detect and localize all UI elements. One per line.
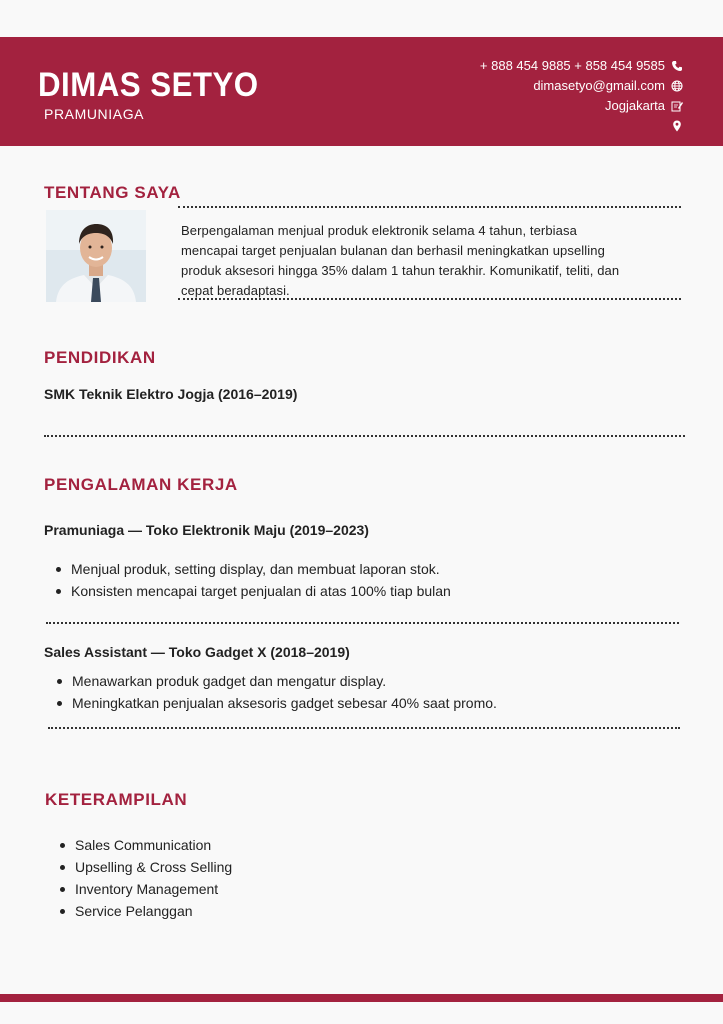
contact-phone-row [480, 56, 683, 76]
divider [178, 298, 681, 300]
education-section-title: PENDIDIKAN [44, 348, 156, 367]
job-title: PRAMUNIAGA [44, 106, 145, 122]
footer-bar [0, 994, 723, 1002]
contact-city-row [480, 96, 683, 116]
list-item: Sales Communication [50, 834, 232, 856]
job-heading: Sales Assistant — Toko Gadget X (2018–2019) [44, 644, 350, 660]
education-entry: SMK Teknik Elektro Jogja (2016–2019) [44, 386, 298, 402]
divider [178, 206, 681, 208]
email-text: dimasetyo@gmail.com [533, 78, 665, 93]
job-duties-list [47, 670, 497, 714]
phone-icon [671, 60, 683, 72]
contact-info [480, 56, 683, 136]
list-item: Meningkatkan penjualan aksesoris gadget sebesar 40% saat promo. [47, 692, 497, 714]
divider [44, 435, 685, 437]
list-item: Upselling & Cross Selling [50, 856, 232, 878]
edit-note-icon [671, 100, 683, 112]
experience-section-title: PENGALAMAN KERJA [44, 475, 238, 494]
skills-list [50, 834, 232, 922]
city-text: Jogjakarta [605, 98, 665, 113]
about-text: Berpengalaman menjual produk elektronik selama 4 tahun, terbiasa mencapai target penjualan bulanan dan berhasil meningkatkan upselling produk aksesori hingga 35% dalam 1 tahun terakhir. Komunikatif, teliti, dan cepat beradaptasi. [181, 223, 620, 298]
list-item: Inventory Management [50, 878, 232, 900]
phone-text: + 888 454 9885 + 858 454 9585 [479, 58, 665, 73]
divider [46, 622, 679, 624]
header-banner [0, 37, 723, 146]
location-pin-icon [671, 120, 683, 132]
list-item: Menjual produk, setting display, dan membuat laporan stok. [46, 558, 451, 580]
divider [48, 727, 680, 729]
list-item: Menawarkan produk gadget dan mengatur display. [47, 670, 497, 692]
job-heading: Pramuniaga — Toko Elektronik Maju (2019–2023) [44, 522, 369, 538]
globe-icon [671, 80, 683, 92]
about-section-title: TENTANG SAYA [44, 183, 181, 202]
list-item: Service Pelanggan [50, 900, 232, 922]
skills-section-title: KETERAMPILAN [45, 790, 188, 809]
contact-location-row [480, 116, 683, 136]
profile-photo [46, 210, 146, 302]
contact-email-row [480, 76, 683, 96]
list-item: Konsisten mencapai target penjualan di atas 100% tiap bulan [46, 580, 451, 602]
candidate-name: DIMAS SETYO [38, 66, 259, 104]
job-duties-list [46, 558, 451, 602]
